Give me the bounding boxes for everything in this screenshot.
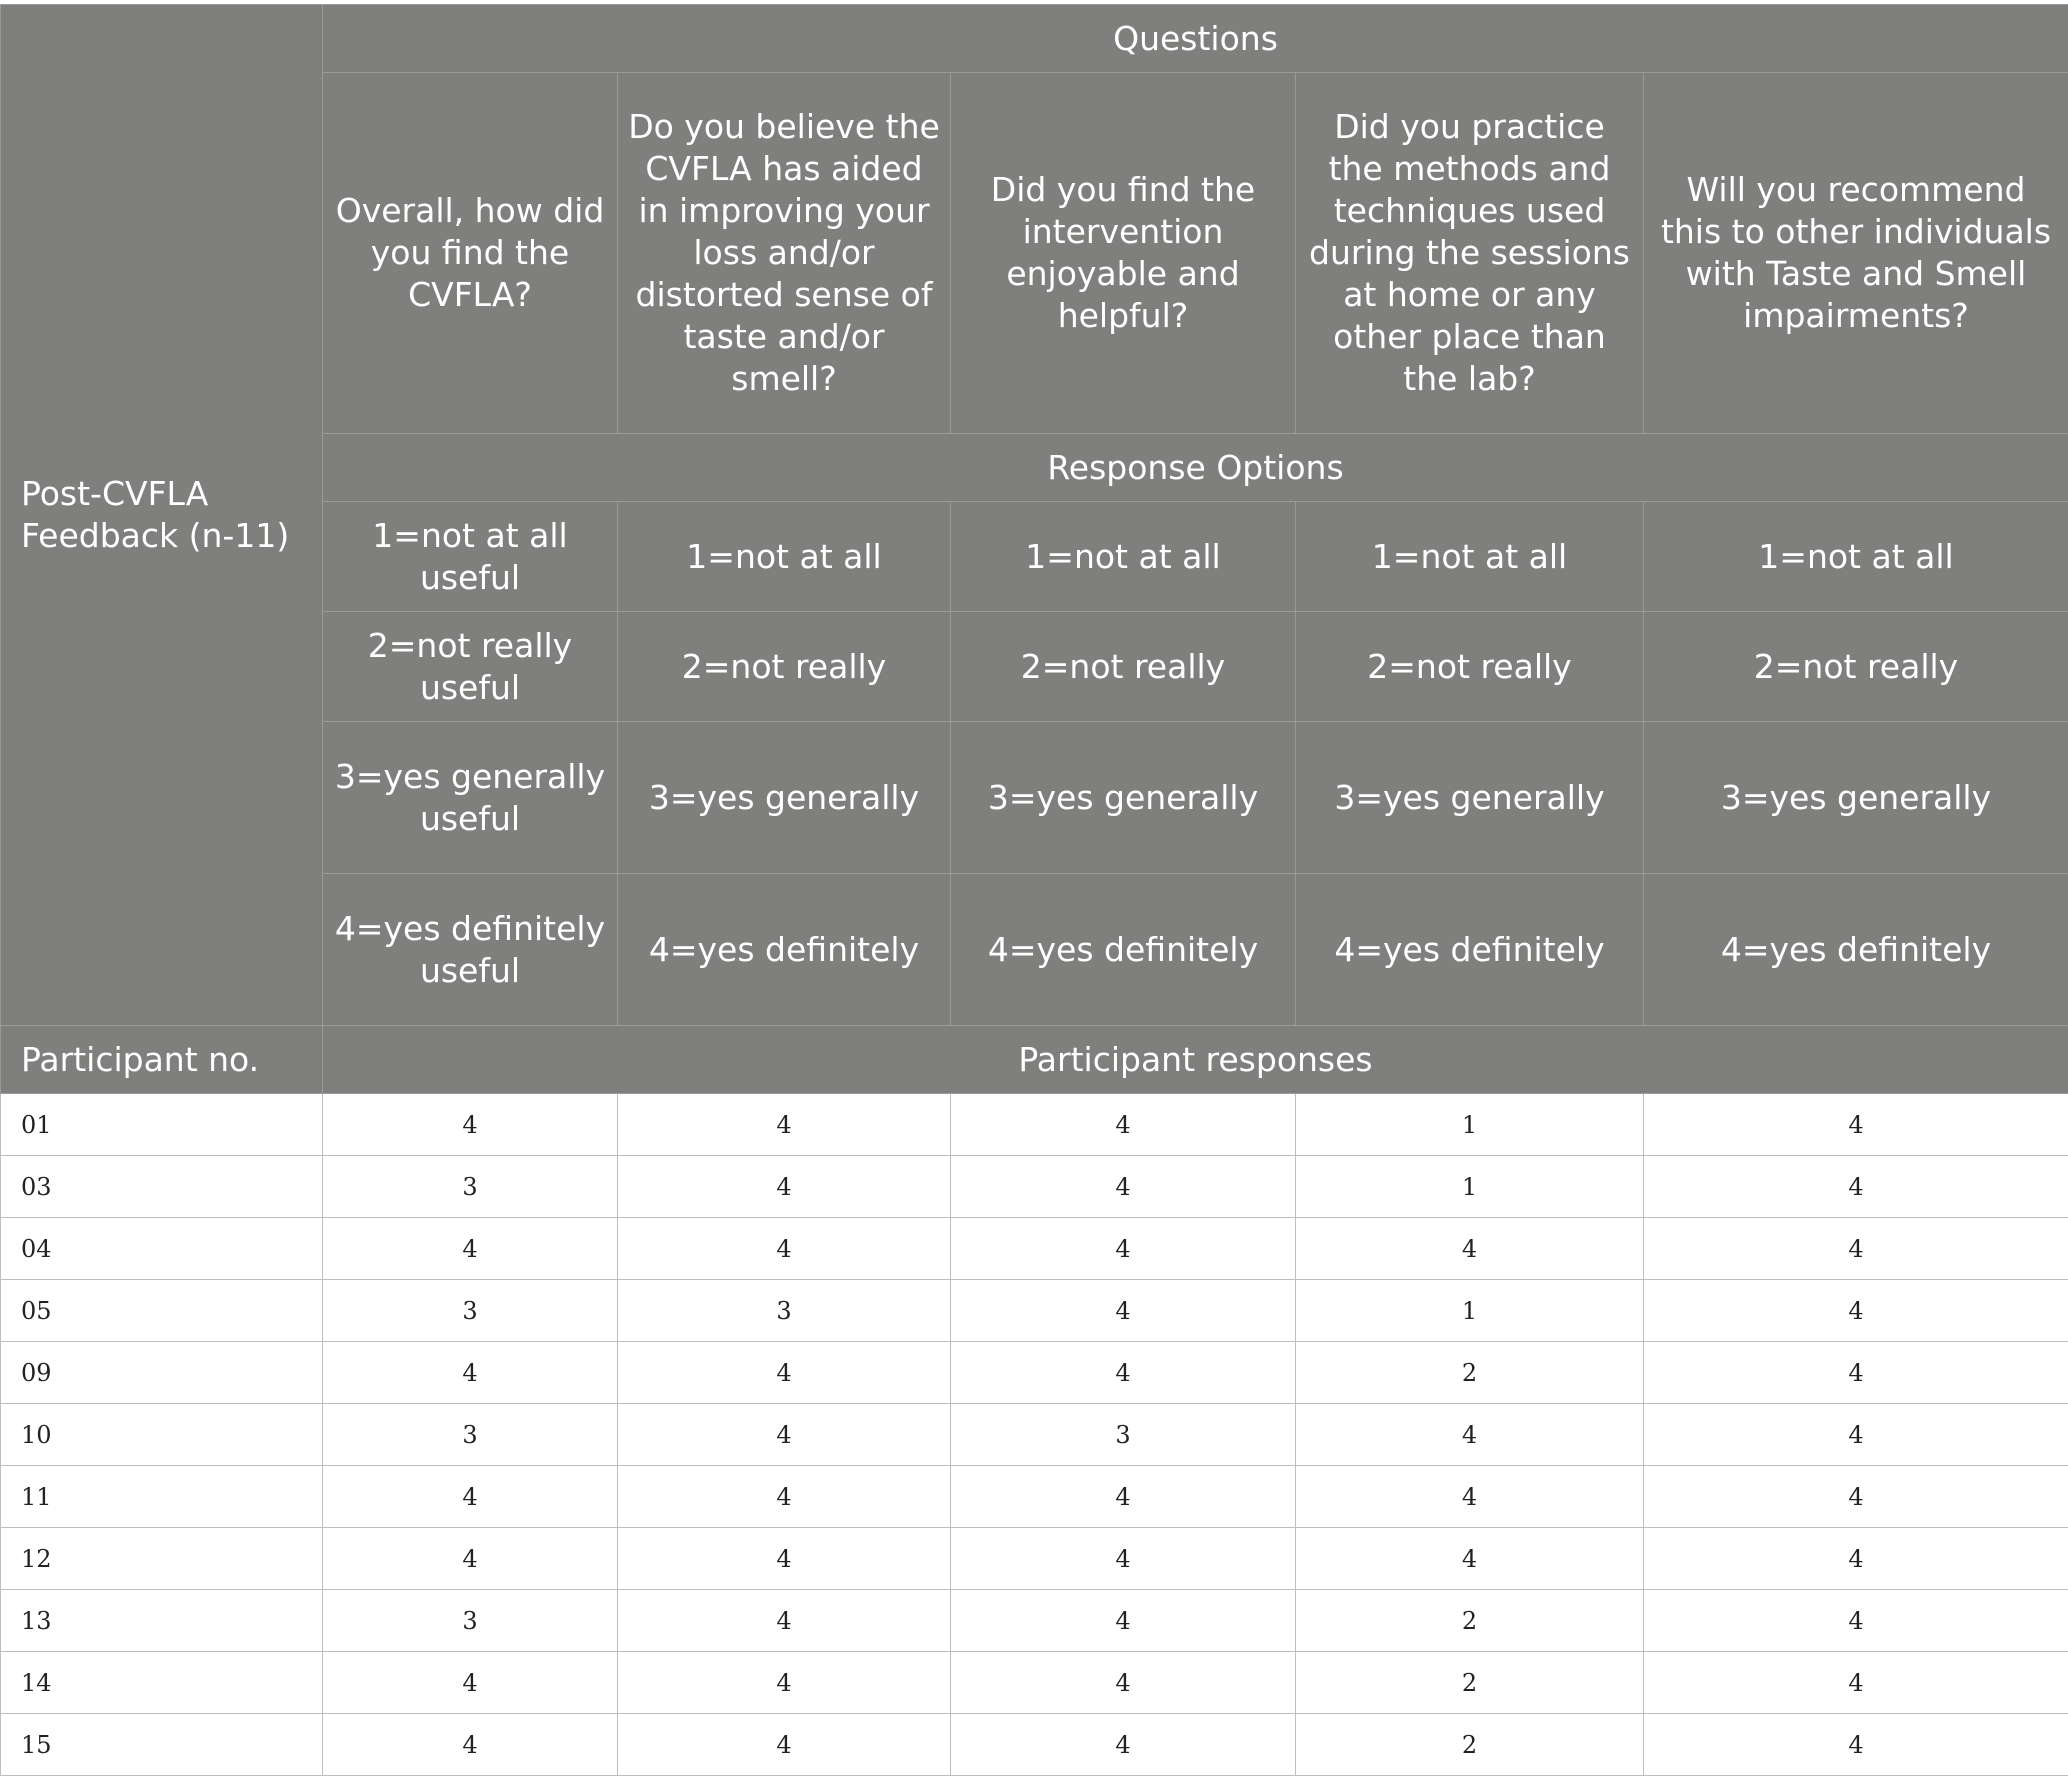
response-value: 1 — [1296, 1156, 1644, 1218]
participant-id: 09 — [1, 1342, 323, 1404]
response-value: 4 — [618, 1652, 951, 1714]
response-value: 4 — [323, 1466, 618, 1528]
participant-id: 12 — [1, 1528, 323, 1590]
question-4: Did you practice the methods and techniques used during the sessions at home or any other place than the lab? — [1296, 73, 1644, 434]
response-value: 4 — [323, 1714, 618, 1776]
response-option: 4=yes definitely — [618, 874, 951, 1026]
response-value: 4 — [1296, 1404, 1644, 1466]
response-value: 4 — [1296, 1528, 1644, 1590]
participant-id: 04 — [1, 1218, 323, 1280]
response-value: 4 — [618, 1156, 951, 1218]
response-option: 1=not at all — [1296, 502, 1644, 612]
response-option: 1=not at all — [1644, 502, 2068, 612]
response-value: 1 — [1296, 1280, 1644, 1342]
table-row — [1, 1652, 2068, 1714]
participant-id: 05 — [1, 1280, 323, 1342]
response-option: 4=yes definitely — [1644, 874, 2068, 1026]
question-5: Will you recommend this to other individuals with Taste and Smell impairments? — [1644, 73, 2068, 434]
response-value: 4 — [618, 1094, 951, 1156]
response-value: 4 — [618, 1590, 951, 1652]
response-value: 4 — [323, 1528, 618, 1590]
response-value: 4 — [951, 1652, 1296, 1714]
question-3: Did you find the intervention enjoyable and helpful? — [951, 73, 1296, 434]
table-row — [1, 1156, 2068, 1218]
response-option: 3=yes generally — [1644, 722, 2068, 874]
participant-id: 03 — [1, 1156, 323, 1218]
questions-header: Questions — [323, 5, 2068, 73]
feedback-table — [0, 4, 2068, 1776]
response-option: 2=not really — [951, 612, 1296, 722]
table-row — [1, 1714, 2068, 1776]
response-value: 4 — [951, 1714, 1296, 1776]
table-row — [1, 1466, 2068, 1528]
response-value: 4 — [618, 1404, 951, 1466]
response-value: 4 — [951, 1342, 1296, 1404]
response-value: 4 — [1644, 1528, 2068, 1590]
response-value: 4 — [618, 1218, 951, 1280]
response-value: 2 — [1296, 1714, 1644, 1776]
response-option: 2=not really — [1644, 612, 2068, 722]
response-option: 4=yes definitely useful — [323, 874, 618, 1026]
question-2: Do you believe the CVFLA has aided in improving your loss and/or distorted sense of taste and/or smell? — [618, 73, 951, 434]
response-value: 2 — [1296, 1652, 1644, 1714]
question-1: Overall, how did you find the CVFLA? — [323, 73, 618, 434]
response-value: 4 — [323, 1342, 618, 1404]
response-option: 3=yes generally — [951, 722, 1296, 874]
response-value: 1 — [1296, 1094, 1644, 1156]
response-value: 4 — [1644, 1218, 2068, 1280]
response-value: 4 — [951, 1528, 1296, 1590]
response-option: 4=yes definitely — [951, 874, 1296, 1026]
response-value: 4 — [951, 1156, 1296, 1218]
response-option: 3=yes generally — [1296, 722, 1644, 874]
response-option: 4=yes definitely — [1296, 874, 1644, 1026]
response-value: 4 — [1644, 1652, 2068, 1714]
response-value: 4 — [951, 1094, 1296, 1156]
response-option: 3=yes generally useful — [323, 722, 618, 874]
response-value: 4 — [951, 1590, 1296, 1652]
response-value: 4 — [1644, 1714, 2068, 1776]
response-value: 3 — [951, 1404, 1296, 1466]
response-value: 4 — [323, 1218, 618, 1280]
response-value: 4 — [618, 1466, 951, 1528]
response-value: 4 — [951, 1218, 1296, 1280]
response-value: 4 — [1644, 1590, 2068, 1652]
response-value: 4 — [618, 1528, 951, 1590]
response-value: 4 — [1296, 1218, 1644, 1280]
table-row — [1, 1280, 2068, 1342]
response-option: 1=not at all useful — [323, 502, 618, 612]
response-value: 4 — [1644, 1404, 2068, 1466]
participant-id: 13 — [1, 1590, 323, 1652]
table-row — [1, 1218, 2068, 1280]
response-value: 4 — [1644, 1156, 2068, 1218]
response-value: 4 — [1644, 1342, 2068, 1404]
participant-id: 01 — [1, 1094, 323, 1156]
response-value: 3 — [618, 1280, 951, 1342]
response-value: 3 — [323, 1156, 618, 1218]
participant-id: 11 — [1, 1466, 323, 1528]
participant-id: 14 — [1, 1652, 323, 1714]
response-value: 4 — [618, 1714, 951, 1776]
table-row — [1, 1528, 2068, 1590]
stub-header: Post-CVFLA Feedback (n-11) — [1, 5, 323, 1026]
response-option: 1=not at all — [951, 502, 1296, 612]
participant-id: 15 — [1, 1714, 323, 1776]
response-value: 4 — [951, 1466, 1296, 1528]
response-value: 4 — [1644, 1466, 2068, 1528]
response-value: 3 — [323, 1404, 618, 1466]
response-option: 2=not really — [1296, 612, 1644, 722]
participant-id: 10 — [1, 1404, 323, 1466]
response-value: 2 — [1296, 1342, 1644, 1404]
table-row — [1, 1404, 2068, 1466]
response-value: 4 — [1644, 1280, 2068, 1342]
response-value: 4 — [1644, 1094, 2068, 1156]
response-value: 4 — [951, 1280, 1296, 1342]
response-option: 3=yes generally — [618, 722, 951, 874]
response-option: 2=not really useful — [323, 612, 618, 722]
table-row — [1, 1094, 2068, 1156]
table-row — [1, 1590, 2068, 1652]
response-options-header: Response Options — [323, 434, 2068, 502]
response-value: 4 — [323, 1652, 618, 1714]
response-option: 2=not really — [618, 612, 951, 722]
response-value: 4 — [618, 1342, 951, 1404]
response-value: 3 — [323, 1280, 618, 1342]
response-option: 1=not at all — [618, 502, 951, 612]
response-value: 3 — [323, 1590, 618, 1652]
table-row — [1, 1342, 2068, 1404]
response-value: 4 — [1296, 1466, 1644, 1528]
response-value: 4 — [323, 1094, 618, 1156]
response-value: 2 — [1296, 1590, 1644, 1652]
participant-no-header: Participant no. — [1, 1026, 323, 1094]
participant-responses-header: Participant responses — [323, 1026, 2068, 1094]
